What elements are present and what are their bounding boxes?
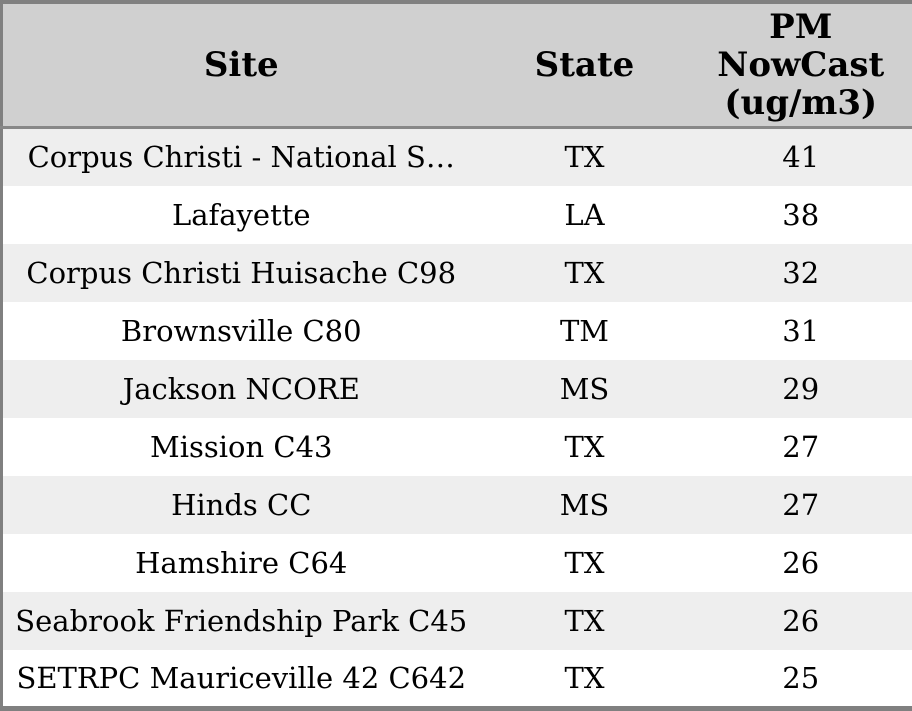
state-cell: MS bbox=[559, 488, 610, 523]
state-cell: TX bbox=[564, 255, 605, 290]
site-cell: Lafayette bbox=[171, 197, 311, 232]
pm-nowcast-cell: 29 bbox=[782, 371, 820, 406]
col-header-state: State bbox=[480, 2, 690, 128]
table-row bbox=[2, 302, 912, 360]
state-cell: TX bbox=[564, 661, 605, 696]
table-row bbox=[2, 650, 912, 708]
site-cell: Hamshire C64 bbox=[135, 546, 348, 581]
site-cell: Seabrook Friendship Park C45 bbox=[15, 604, 468, 639]
state-cell: TX bbox=[564, 546, 605, 581]
pm-nowcast-cell: 38 bbox=[782, 197, 820, 232]
table-row bbox=[2, 534, 912, 592]
col-header-site: Site bbox=[2, 2, 480, 128]
pm-nowcast-cell: 26 bbox=[782, 546, 820, 581]
table-body bbox=[2, 128, 912, 709]
pm-nowcast-cell: 26 bbox=[782, 604, 820, 639]
table-row bbox=[2, 418, 912, 476]
col-header-pm-nowcast-label: PM NowCast (ug/m3) bbox=[717, 6, 885, 124]
col-header-pm-nowcast bbox=[690, 2, 912, 128]
site-cell: Jackson NCORE bbox=[122, 371, 360, 406]
table-header bbox=[2, 2, 912, 128]
state-cell: TX bbox=[564, 604, 605, 639]
pm-nowcast-cell: 27 bbox=[782, 430, 820, 465]
site-cell: Corpus Christi Huisache C98 bbox=[26, 255, 457, 290]
site-cell: Hinds CC bbox=[171, 488, 312, 523]
site-cell: Corpus Christi - National S… bbox=[27, 140, 455, 175]
site-cell: SETRPC Mauriceville 42 C642 bbox=[16, 661, 467, 696]
table-row bbox=[2, 360, 912, 418]
header-row bbox=[2, 2, 912, 128]
state-cell: TX bbox=[564, 430, 605, 465]
site-cell: Mission C43 bbox=[150, 430, 333, 465]
pm-nowcast-cell: 32 bbox=[782, 255, 820, 290]
state-cell: TX bbox=[564, 140, 605, 175]
pm-nowcast-cell: 27 bbox=[782, 488, 820, 523]
state-cell: MS bbox=[559, 371, 610, 406]
site-cell: Brownsville C80 bbox=[120, 313, 362, 348]
table-row bbox=[2, 244, 912, 302]
pm-nowcast-cell: 25 bbox=[782, 661, 820, 696]
table-row bbox=[2, 186, 912, 244]
table-row bbox=[2, 476, 912, 534]
pm-nowcast-cell: 31 bbox=[782, 313, 820, 348]
table-row bbox=[2, 592, 912, 650]
table-row bbox=[2, 128, 912, 186]
state-cell: LA bbox=[564, 197, 605, 232]
pm-nowcast-cell: 41 bbox=[782, 140, 820, 175]
state-cell: TM bbox=[559, 313, 610, 348]
